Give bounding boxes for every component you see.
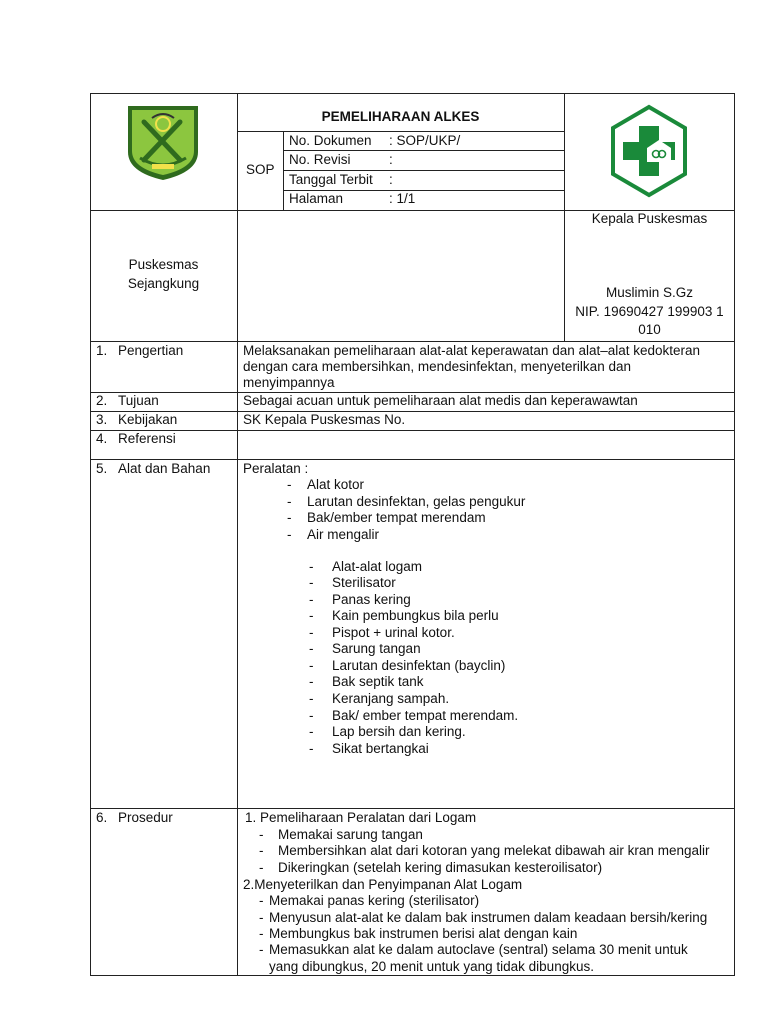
- divider: [237, 93, 238, 976]
- dash-icon: -: [259, 827, 264, 842]
- section-label-referensi: Referensi: [118, 431, 176, 446]
- alat-intro: Peralatan :: [243, 461, 309, 476]
- dash-icon: -: [309, 641, 314, 656]
- section-number: 6.: [96, 810, 108, 825]
- puskesmas-name-line2: Sejangkung: [127, 276, 200, 291]
- dash-icon: -: [309, 708, 314, 723]
- dash-icon: -: [309, 724, 314, 739]
- dash-icon: -: [309, 608, 314, 623]
- list-item: Membersihkan alat dari kotoran yang melekat dibawah air kran mengalir: [278, 843, 710, 858]
- list-item: Keranjang sampah.: [332, 691, 450, 706]
- list-item: Menyusun alat-alat ke dalam bak instrumen dalam keadaan bersih/kering: [269, 910, 708, 925]
- doc-number-value: : SOP/UKP/: [389, 133, 461, 148]
- divider: [90, 808, 735, 809]
- dash-icon: -: [287, 494, 292, 509]
- list-item: Alat kotor: [307, 477, 365, 492]
- prosedur-step-1: 1. Pemeliharaan Peralatan dari Logam: [245, 810, 477, 825]
- section-number: 4.: [96, 431, 108, 446]
- issue-date-value: :: [389, 172, 393, 187]
- pengertian-line: dengan cara membersihkan, mendesinfektan, menyeterilkan dan: [243, 359, 631, 374]
- section-label-pengertian: Pengertian: [118, 343, 184, 358]
- section-label-prosedur: Prosedur: [118, 810, 173, 825]
- section-label-kebijakan: Kebijakan: [118, 412, 178, 427]
- head-nip-line1: NIP. 19690427 199903 1: [575, 304, 724, 319]
- dash-icon: -: [309, 658, 314, 673]
- issue-date-label: Tanggal Terbit: [289, 172, 373, 187]
- divider: [237, 131, 564, 132]
- list-item: Panas kering: [332, 592, 411, 607]
- list-item: Larutan desinfektan (bayclin): [332, 658, 506, 673]
- list-item: yang dibungkus, 20 menit untuk yang tidak dibungkus.: [269, 959, 594, 974]
- list-item: Larutan desinfektan, gelas pengukur: [307, 494, 526, 509]
- list-item: Dikeringkan (setelah kering dimasukan kesteroilisator): [278, 860, 603, 875]
- dash-icon: -: [309, 741, 314, 756]
- list-item: Alat-alat logam: [332, 559, 423, 574]
- section-number: 1.: [96, 343, 108, 358]
- list-item: Membungkus bak instrumen berisi alat dengan kain: [269, 926, 578, 941]
- divider: [283, 170, 564, 171]
- regency-emblem-icon: [122, 102, 204, 182]
- puskesmas-logo-icon: [609, 104, 689, 198]
- dash-icon: -: [287, 477, 292, 492]
- dash-icon: -: [259, 860, 264, 875]
- list-item: Bak septik tank: [332, 674, 424, 689]
- head-nip-line2: 010: [638, 322, 661, 337]
- sop-label: SOP: [246, 162, 275, 177]
- dash-icon: -: [309, 575, 314, 590]
- section-number: 5.: [96, 461, 108, 476]
- dash-icon: -: [259, 843, 264, 858]
- pengertian-line: Melaksanakan pemeliharaan alat-alat keperawatan dan alat–alat kedokteran: [243, 343, 701, 358]
- dash-icon: -: [259, 942, 264, 957]
- dash-icon: -: [259, 910, 264, 925]
- section-label-tujuan: Tujuan: [118, 393, 159, 408]
- divider: [90, 411, 735, 412]
- tujuan-text: Sebagai acuan untuk pemeliharaan alat medis dan keperawawtan: [243, 393, 638, 408]
- list-item: Memakai sarung tangan: [278, 827, 423, 842]
- list-item: Lap bersih dan kering.: [332, 724, 466, 739]
- revision-value: :: [389, 152, 393, 167]
- divider: [90, 341, 735, 342]
- dash-icon: -: [309, 592, 314, 607]
- pengertian-line: menyimpannya: [243, 375, 335, 390]
- page-title: PEMELIHARAAN ALKES: [321, 109, 480, 124]
- dash-icon: -: [287, 527, 292, 542]
- list-item: Bak/ember tempat merendam: [307, 510, 486, 525]
- list-item: Air mengalir: [307, 527, 380, 542]
- prosedur-step-2: 2.Menyeterilkan dan Penyimpanan Alat Logam: [243, 877, 523, 892]
- page-value: : 1/1: [389, 191, 416, 206]
- dash-icon: -: [259, 893, 264, 908]
- doc-number-label: No. Dokumen: [289, 133, 372, 148]
- head-title: Kepala Puskesmas: [591, 211, 708, 226]
- dash-icon: -: [287, 510, 292, 525]
- divider: [90, 459, 735, 460]
- dash-icon: -: [309, 674, 314, 689]
- section-number: 2.: [96, 393, 108, 408]
- list-item: Pispot + urinal kotor.: [332, 625, 455, 640]
- divider: [90, 430, 735, 431]
- page-label: Halaman: [289, 191, 344, 206]
- list-item: Sarung tangan: [332, 641, 421, 656]
- list-item: Memasukkan alat ke dalam autoclave (sentral) selama 30 menit untuk: [269, 942, 688, 957]
- kebijakan-text: SK Kepala Puskesmas No.: [243, 412, 406, 427]
- dash-icon: -: [309, 625, 314, 640]
- divider: [283, 150, 564, 151]
- dash-icon: -: [309, 559, 314, 574]
- head-name: Muslimin S.Gz: [605, 285, 693, 300]
- section-number: 3.: [96, 412, 108, 427]
- revision-label: No. Revisi: [289, 152, 351, 167]
- list-item: Sterilisator: [332, 575, 396, 590]
- dash-icon: -: [259, 926, 264, 941]
- section-label-alat: Alat dan Bahan: [118, 461, 211, 476]
- puskesmas-name-line1: Puskesmas: [128, 257, 199, 272]
- list-item: Bak/ ember tempat merendam.: [332, 708, 519, 723]
- list-item: Kain pembungkus bila perlu: [332, 608, 499, 623]
- dash-icon: -: [309, 691, 314, 706]
- list-item: Memakai panas kering (sterilisator): [269, 893, 480, 908]
- list-item: Sikat bertangkai: [332, 741, 429, 756]
